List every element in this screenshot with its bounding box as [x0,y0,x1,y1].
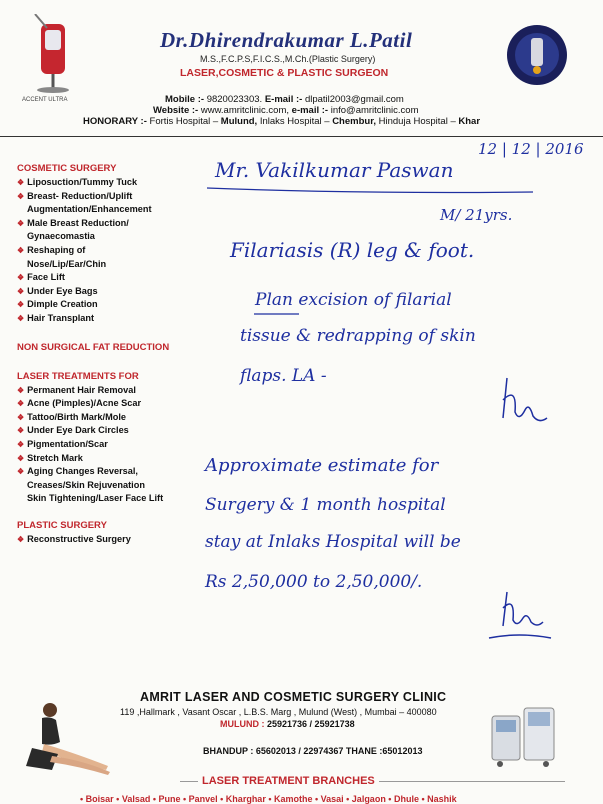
signature-2 [485,588,555,644]
diagnosis: Filariasis (R) leg & foot. [230,238,475,262]
plan-underline [253,311,301,317]
bullet-icon: ❖ [17,467,25,477]
device-emblem [506,24,568,86]
bullet-icon: ❖ [17,453,25,463]
mobile-line: Mobile :- 9820023303. E-mail :- dlpatil2003@gmail.com [165,94,404,105]
bullet-icon: ❖ [17,534,25,544]
bullet-icon: ❖ [17,191,25,201]
age-sex: M/ 21yrs. [440,206,513,224]
header-divider [0,136,603,137]
list-item: ❖ Face Lift [17,272,65,283]
clinic-name: AMRIT LASER AND COSMETIC SURGERY CLINIC [140,690,447,704]
bullet-icon: ❖ [17,286,25,296]
plastic-surgery-title: PLASTIC SURGERY [17,519,107,531]
signature-1 [495,372,555,432]
bullet-icon: ❖ [17,178,25,187]
branch-cities: • Boisar • Valsad • Pune • Panvel • Kharghar • Kamothe • Vasai • Jalgaon • Dhule • Nashik [80,794,457,804]
doctor-name: Dr.Dhirendrakumar L.Patil [160,28,413,52]
mulund-phones: MULUND : 25921736 / 25921738 [220,719,355,729]
list-item: ❖ Reshaping of [17,244,86,255]
branch-phones: BHANDUP : 65602013 / 22974367 THANE :65012013 [203,746,423,756]
date: 12 | 12 | 2016 [478,140,584,158]
plan-line-1: Plan excision of filarial [255,290,452,310]
cosmetic-list [17,176,192,326]
bullet-icon: ❖ [17,426,25,436]
specialty: LASER,COSMETIC & PLASTIC SURGEON [180,67,389,79]
patient-name: Mr. Vakilkumar Paswan [215,158,454,182]
plan-line-2: tissue & redrapping of skin [240,326,476,346]
non-surgical-title: NON SURGICAL FAT REDUCTION [17,341,170,353]
estimate-line-1: Approximate estimate for [205,455,439,476]
list-item: ❖ Under Eye Dark Circles [17,425,129,436]
laser-device-photo [488,700,560,770]
list-item: ❖ Breast- Reduction/Uplift [17,190,133,201]
list-item: ❖ Dimple Creation [17,299,98,310]
qualifications: M.S.,F.C.P.S,F.I.C.S.,M.Ch.(Plastic Surgery) [200,54,376,64]
bullet-icon: ❖ [17,439,25,449]
list-item: ❖ Acne (Pimples)/Acne Scar [17,398,142,409]
estimate-line-4: Rs 2,50,000 to 2,50,000/. [205,572,423,592]
bullet-icon: ❖ [17,218,25,228]
laser-machine-logo [25,14,83,96]
list-item: ❖ Permanent Hair Removal [17,384,136,395]
cosmetic-surgery-title: COSMETIC SURGERY [17,163,117,174]
list-item: ❖ Reconstructive Surgery [17,533,131,544]
bullet-icon: ❖ [17,385,25,395]
estimate-line-3: stay at Inlaks Hospital will be [205,532,461,552]
plastic-list [17,533,192,547]
bullet-icon: ❖ [17,245,25,255]
list-item: ❖ Stretch Mark [17,452,83,463]
list-item: ❖ Male Breast Reduction/ [17,217,129,228]
bullet-icon: ❖ [17,300,25,310]
list-item: Skin Tightening/Laser Face Lift [27,493,164,504]
list-item: Nose/Lip/Ear/Chin [27,258,107,269]
branches-title: LASER TREATMENT BRANCHES [198,775,379,787]
list-item: ❖ Hair Transplant [17,312,95,323]
list-item: ❖ Pigmentation/Scar [17,438,108,449]
bullet-icon: ❖ [17,399,25,409]
model-photo [12,700,117,780]
list-item: ❖ Tattoo/Birth Mark/Mole [17,411,127,422]
honorary-line: HONORARY :- Fortis Hospital – Mulund, Inlaks Hospital – Chembur, Hinduja Hospital – Khar [83,116,481,127]
list-item: ❖ Liposuction/Tummy Tuck [17,177,138,187]
patient-underline [205,184,535,196]
laser-treatments-title: LASER TREATMENTS FOR [17,370,139,382]
services-sidebar [17,163,192,546]
clinic-address: 119 ,Hallmark , Vasant Oscar , L.B.S. Marg , Mulund (West) , Mumbai – 400080 [120,707,437,717]
plan-line-3: flaps. LA - [240,366,327,386]
list-item: ❖ Under Eye Bags [17,285,98,296]
logo-caption: ACCENT ULTRA [22,97,68,103]
list-item: Gynaecomastia [27,231,95,242]
website-line: Website :- www.amritclinic.com, e-mail :- info@amritclinic.com [153,105,419,116]
estimate-line-2: Surgery & 1 month hospital [205,495,446,515]
list-item: Creases/Skin Rejuvenation [27,479,145,490]
bullet-icon: ❖ [17,273,25,283]
laser-list [17,384,192,506]
list-item: Augmentation/Enhancement [27,204,152,215]
bullet-icon: ❖ [17,313,25,323]
bullet-icon: ❖ [17,412,25,422]
list-item: ❖ Aging Changes Reversal, [17,466,138,477]
